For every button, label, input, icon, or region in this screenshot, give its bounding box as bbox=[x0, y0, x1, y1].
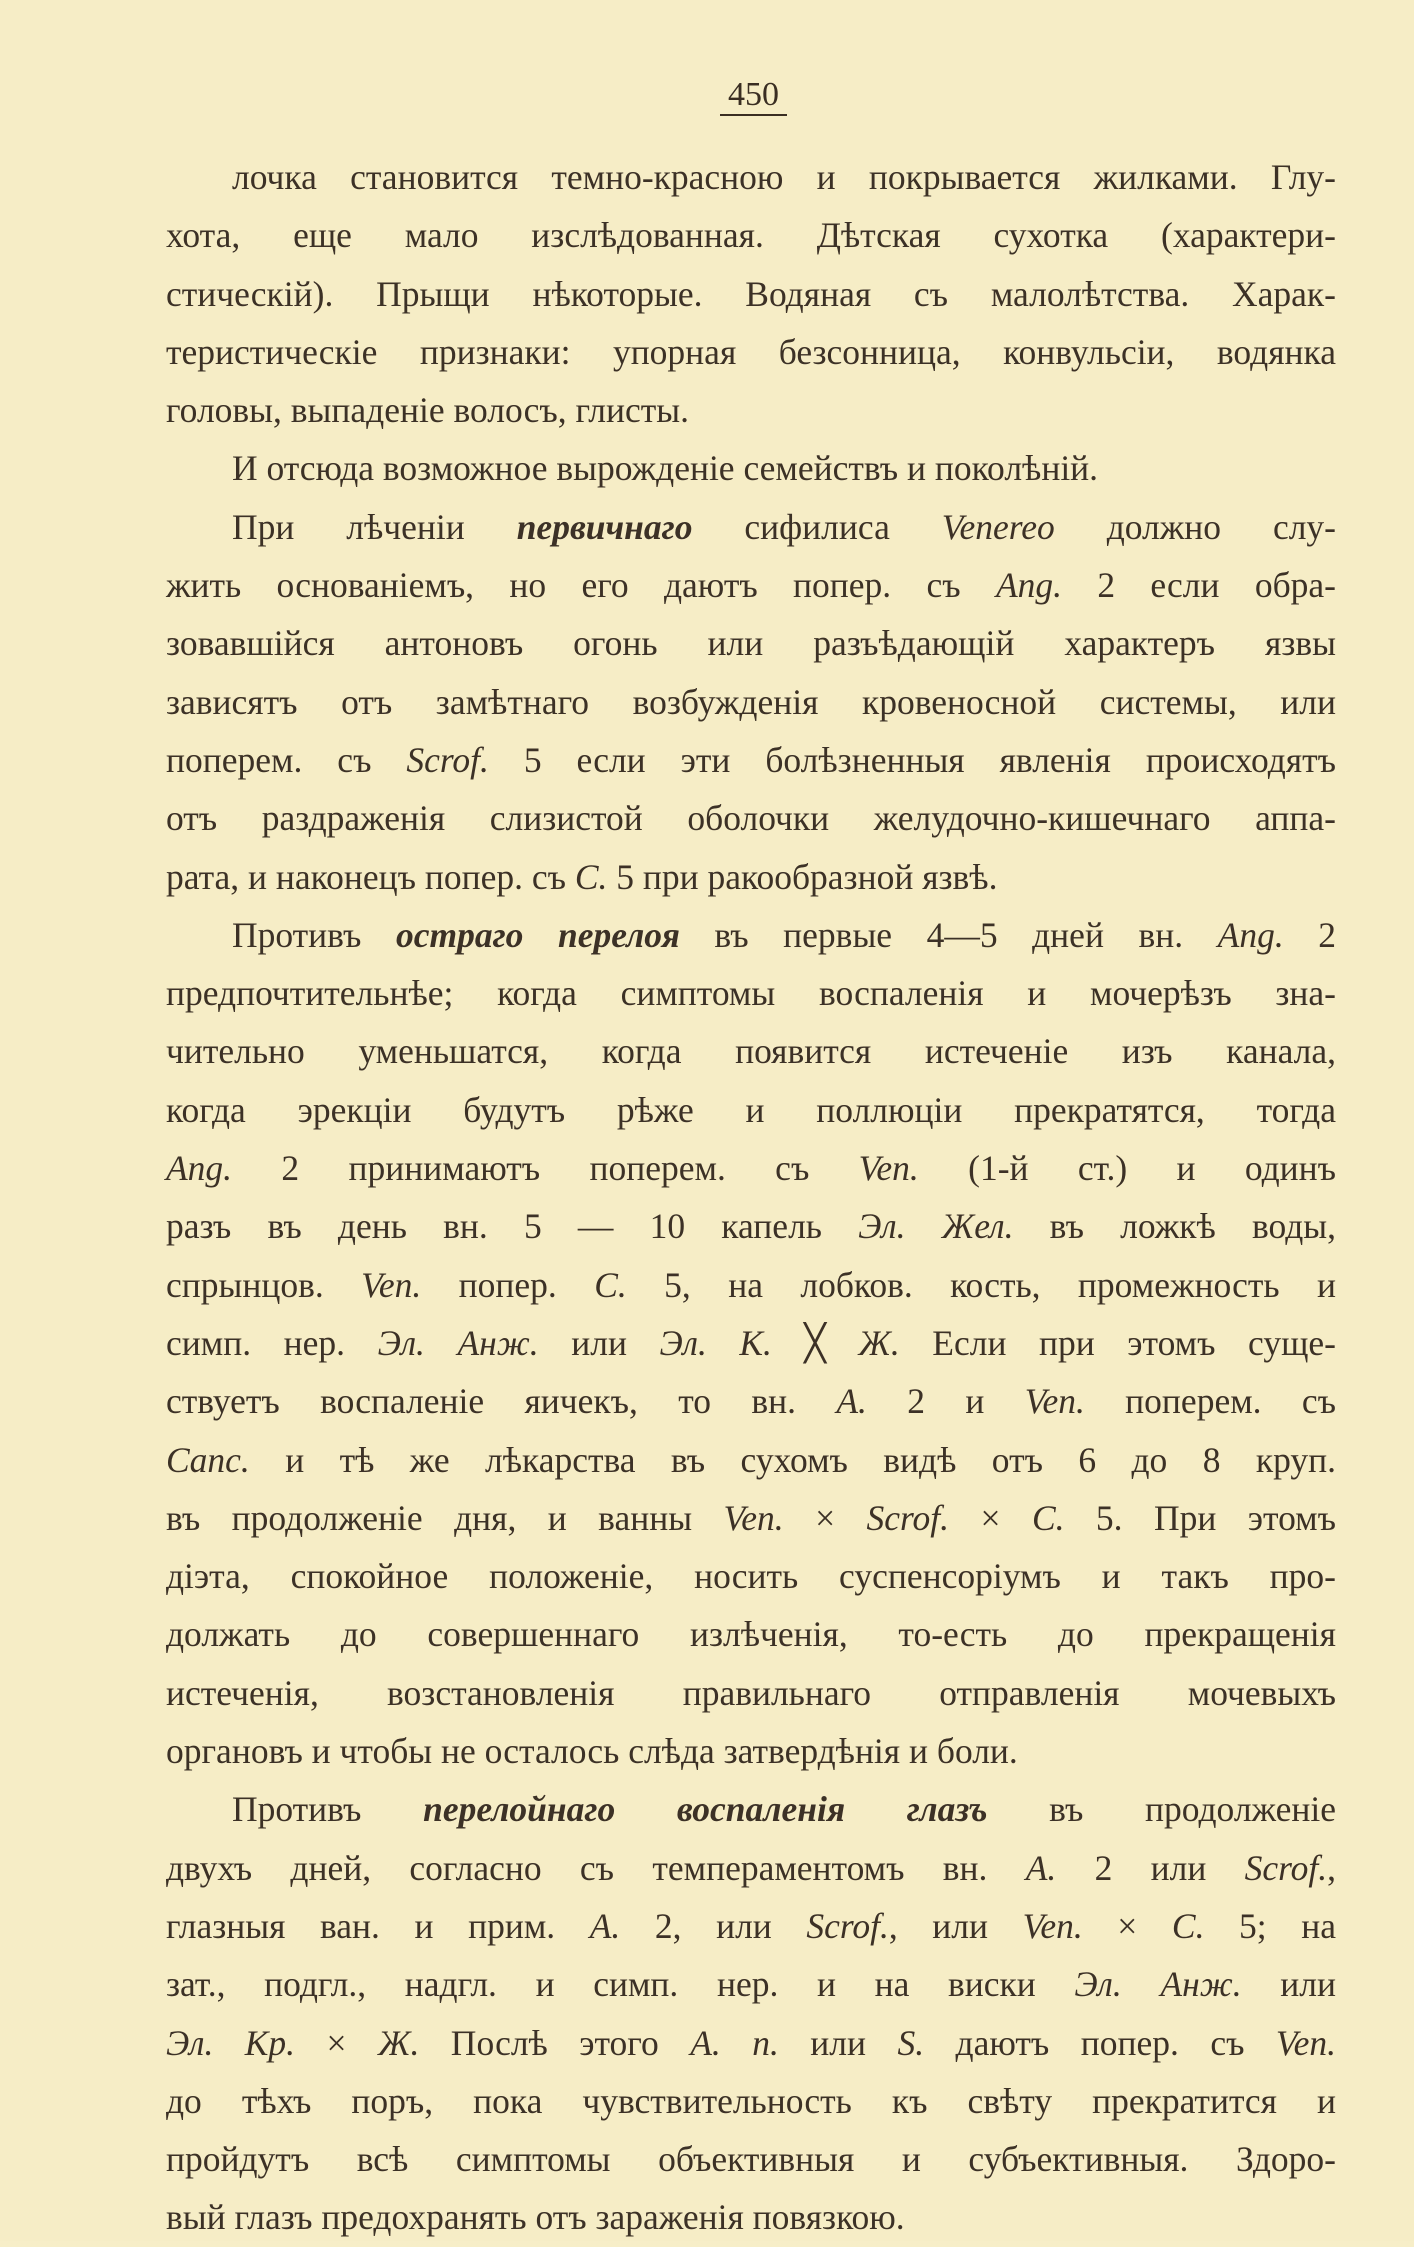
text-line bbox=[166, 439, 1336, 497]
text-run: сифилиса bbox=[692, 506, 942, 547]
text-line bbox=[166, 1431, 1336, 1489]
paragraph bbox=[166, 439, 1336, 497]
italic-term: Ven. bbox=[1024, 1381, 1085, 1422]
italic-term: Ж. bbox=[377, 2022, 420, 2063]
italic-term: Scrof. bbox=[406, 739, 489, 780]
text-run: поперем. съ bbox=[1084, 1381, 1336, 1422]
text-run: стическій). Прыщи нѣкоторые. Водяная съ малолѣтства. Харак- bbox=[166, 273, 1336, 314]
text-line bbox=[166, 1955, 1336, 2013]
italic-term: Ven. bbox=[361, 1264, 422, 1305]
italic-term: A. bbox=[836, 1381, 867, 1422]
text-run: органовъ и чтобы не осталось слѣда затвердѣнія и боли. bbox=[166, 1731, 1018, 1772]
text-run: зовавшійся антоновъ огонь или разъѣдающій характеръ язвы bbox=[166, 623, 1336, 664]
text-run: 5 если эти болѣзненныя явленія происходятъ bbox=[488, 739, 1336, 780]
text-run: , или bbox=[888, 1905, 1023, 1946]
text-line bbox=[166, 964, 1336, 1022]
text-run: поперем. съ bbox=[166, 739, 407, 780]
text-run: истеченія, возстановленія правильнаго отправленія мочевыхъ bbox=[166, 1672, 1336, 1713]
text-run: попер. bbox=[421, 1264, 595, 1305]
italic-term: Эл. Анж. bbox=[1074, 1964, 1242, 2005]
text-run: должать до совершеннаго излѣченія, то-есть до прекращенія bbox=[166, 1614, 1336, 1655]
text-line bbox=[166, 614, 1336, 672]
italic-term: Canc. bbox=[166, 1439, 250, 1480]
text-run: спрынцов. bbox=[166, 1264, 362, 1305]
text-run: × bbox=[295, 2022, 378, 2063]
italic-term: Venereo bbox=[941, 506, 1055, 547]
text-run: × bbox=[783, 1497, 867, 1538]
text-run: или bbox=[1241, 1964, 1336, 2005]
text-line bbox=[166, 1489, 1336, 1547]
text-line bbox=[166, 1139, 1336, 1197]
text-run: діэта, спокойное положеніе, носить суспенсоріумъ и такъ про- bbox=[166, 1556, 1336, 1597]
text-line bbox=[166, 206, 1336, 264]
text-run: до тѣхъ поръ, пока чувствительность къ свѣту прекратится и bbox=[166, 2080, 1336, 2121]
text-run: × bbox=[1082, 1905, 1172, 1946]
page-number: 450 bbox=[720, 78, 787, 116]
text-run: × bbox=[949, 1497, 1032, 1538]
text-run: (1-й ст.) и одинъ bbox=[918, 1148, 1336, 1189]
paragraph bbox=[166, 498, 1336, 906]
text-run: 2 bbox=[1283, 914, 1337, 955]
text-run: 2, или bbox=[620, 1905, 807, 1946]
text-line bbox=[166, 381, 1336, 439]
text-line bbox=[166, 2188, 1336, 2246]
text-run: , bbox=[1327, 1847, 1336, 1888]
italic-term: Ven. bbox=[723, 1497, 784, 1538]
text-run: рата, и наконецъ попер. съ bbox=[166, 856, 575, 897]
text-line bbox=[166, 731, 1336, 789]
text-line bbox=[166, 556, 1336, 614]
text-run: зат., подгл., надгл. и симп. нер. и на виски bbox=[166, 1964, 1075, 2005]
text-run: Послѣ этого bbox=[419, 2022, 691, 2063]
text-run: 2 и bbox=[866, 1381, 1025, 1422]
emphasized-term: остраго перелоя bbox=[395, 914, 680, 955]
text-run: Противъ bbox=[232, 914, 396, 955]
text-run: въ продолженіе bbox=[987, 1789, 1336, 1830]
text-line bbox=[166, 265, 1336, 323]
italic-term: Scrof. bbox=[866, 1497, 950, 1538]
text-run: пройдутъ всѣ симптомы объективныя и субъективныя. Здоро- bbox=[166, 2139, 1336, 2180]
text-line bbox=[166, 789, 1336, 847]
italic-term: C. bbox=[1171, 1905, 1205, 1946]
text-run: 2 если обра- bbox=[1062, 565, 1336, 606]
text-run: глазныя ван. и прим. bbox=[166, 1905, 590, 1946]
text-run: При лѣченіи bbox=[232, 506, 517, 547]
text-run: предпочтительнѣе; когда симптомы воспаленія и мочерѣзъ зна- bbox=[166, 973, 1336, 1014]
text-run: 2 или bbox=[1056, 1847, 1245, 1888]
text-run: зависятъ отъ замѣтнаго возбужденія кровеносной системы, или bbox=[166, 681, 1336, 722]
text-run: ╳ bbox=[771, 1322, 859, 1363]
italic-term: Scrof. bbox=[1244, 1847, 1328, 1888]
text-run: головы, выпаденіе волосъ, глисты. bbox=[166, 390, 689, 431]
text-line bbox=[166, 1022, 1336, 1080]
text-line bbox=[166, 1547, 1336, 1605]
italic-term: Эл. К. bbox=[659, 1322, 772, 1363]
emphasized-term: перелойнаго воспаленія глазъ bbox=[423, 1789, 988, 1830]
italic-term: A. bbox=[589, 1905, 621, 1946]
italic-term: Ven. bbox=[858, 1148, 919, 1189]
emphasized-term: первичнаго bbox=[516, 506, 693, 547]
italic-term: Эл. Жел. bbox=[858, 1206, 1014, 1247]
text-run: чительно уменьшатся, когда появится истеченіе изъ канала, bbox=[166, 1031, 1336, 1072]
text-run: двухъ дней, согласно съ темпераментомъ вн. bbox=[166, 1847, 1026, 1888]
text-line bbox=[166, 1897, 1336, 1955]
text-line bbox=[166, 1256, 1336, 1314]
italic-term: Ven. bbox=[1275, 2022, 1337, 2063]
text-run: 2 принимаютъ поперем. съ bbox=[232, 1148, 859, 1189]
italic-term: Ang. bbox=[1217, 914, 1284, 955]
italic-term: Ang. bbox=[166, 1148, 233, 1189]
text-run: когда эрекціи будутъ рѣже и поллюціи прекратятся, тогда bbox=[166, 1089, 1336, 1130]
text-line bbox=[166, 2014, 1336, 2072]
text-line bbox=[166, 323, 1336, 381]
text-run: и тѣ же лѣкарства въ сухомъ видѣ отъ 6 до 8 круп. bbox=[249, 1439, 1336, 1480]
text-line bbox=[166, 1314, 1336, 1372]
text-line bbox=[166, 1664, 1336, 1722]
text-line bbox=[166, 1839, 1336, 1897]
italic-term: C. bbox=[574, 856, 608, 897]
text-run: даютъ попер. съ bbox=[924, 2022, 1276, 2063]
text-run: жить основаніемъ, но его даютъ попер. съ bbox=[166, 565, 996, 606]
text-run: 5, на лобков. кость, промежность и bbox=[626, 1264, 1336, 1305]
text-run: симп. нер. bbox=[166, 1322, 378, 1363]
text-run: должно слу- bbox=[1054, 506, 1336, 547]
text-line bbox=[166, 1081, 1336, 1139]
italic-term: Ang. bbox=[995, 565, 1062, 606]
text-run: Противъ bbox=[232, 1789, 424, 1830]
body-text bbox=[166, 148, 1336, 2247]
text-line bbox=[166, 1372, 1336, 1430]
text-run: 5 при ракообразной язвѣ. bbox=[607, 856, 998, 897]
italic-term: Эл. Кр. bbox=[166, 2022, 296, 2063]
text-run: въ первые 4—5 дней вн. bbox=[679, 914, 1218, 955]
text-line bbox=[166, 498, 1336, 556]
text-line bbox=[166, 1197, 1336, 1255]
text-line bbox=[166, 2072, 1336, 2130]
text-run: или bbox=[778, 2022, 898, 2063]
text-run: Если при этомъ суще- bbox=[899, 1322, 1336, 1363]
text-run: хота, еще мало изслѣдованная. Дѣтская сухотка (характери- bbox=[166, 215, 1336, 256]
text-run: И отсюда возможное вырожденіе семействъ и поколѣній. bbox=[232, 448, 1099, 489]
text-run: вый глазъ предохранять отъ зараженія повязкою. bbox=[166, 2197, 905, 2238]
text-line bbox=[166, 1780, 1336, 1838]
paragraph bbox=[166, 906, 1336, 1780]
paragraph bbox=[166, 148, 1336, 439]
text-run: въ ложкѣ воды, bbox=[1013, 1206, 1336, 1247]
text-line bbox=[166, 848, 1336, 906]
text-line bbox=[166, 148, 1336, 206]
italic-term: A. bbox=[1025, 1847, 1057, 1888]
text-run: 5; на bbox=[1204, 1905, 1336, 1946]
paragraph bbox=[166, 1780, 1336, 2246]
italic-term: Эл. Анж. bbox=[377, 1322, 539, 1363]
italic-term: S. bbox=[897, 2022, 925, 2063]
text-run: ствуетъ воспаленіе яичекъ, то вн. bbox=[166, 1381, 837, 1422]
text-run: разъ въ день вн. 5 — 10 капель bbox=[166, 1206, 859, 1247]
text-run: или bbox=[538, 1322, 660, 1363]
italic-term: Scrof. bbox=[806, 1905, 889, 1946]
text-run: лочка становится темно-красною и покрывается жилками. Глу- bbox=[232, 157, 1336, 197]
text-line bbox=[166, 673, 1336, 731]
text-line bbox=[166, 2130, 1336, 2188]
italic-term: C. bbox=[594, 1264, 627, 1305]
text-run: теристическіе признаки: упорная безсонница, конвульсіи, водянка bbox=[166, 331, 1336, 372]
italic-term: Ж. bbox=[858, 1322, 900, 1363]
italic-term: Ven. bbox=[1022, 1905, 1083, 1946]
italic-term: A. n. bbox=[690, 2022, 779, 2063]
italic-term: C. bbox=[1031, 1497, 1065, 1538]
text-line bbox=[166, 906, 1336, 964]
text-run: отъ раздраженія слизистой оболочки желудочно-кишечнаго аппа- bbox=[166, 798, 1336, 839]
text-line bbox=[166, 1722, 1336, 1780]
text-line bbox=[166, 1605, 1336, 1663]
text-run: 5. При этомъ bbox=[1064, 1497, 1336, 1538]
text-run: въ продолженіе дня, и ванны bbox=[166, 1497, 724, 1538]
